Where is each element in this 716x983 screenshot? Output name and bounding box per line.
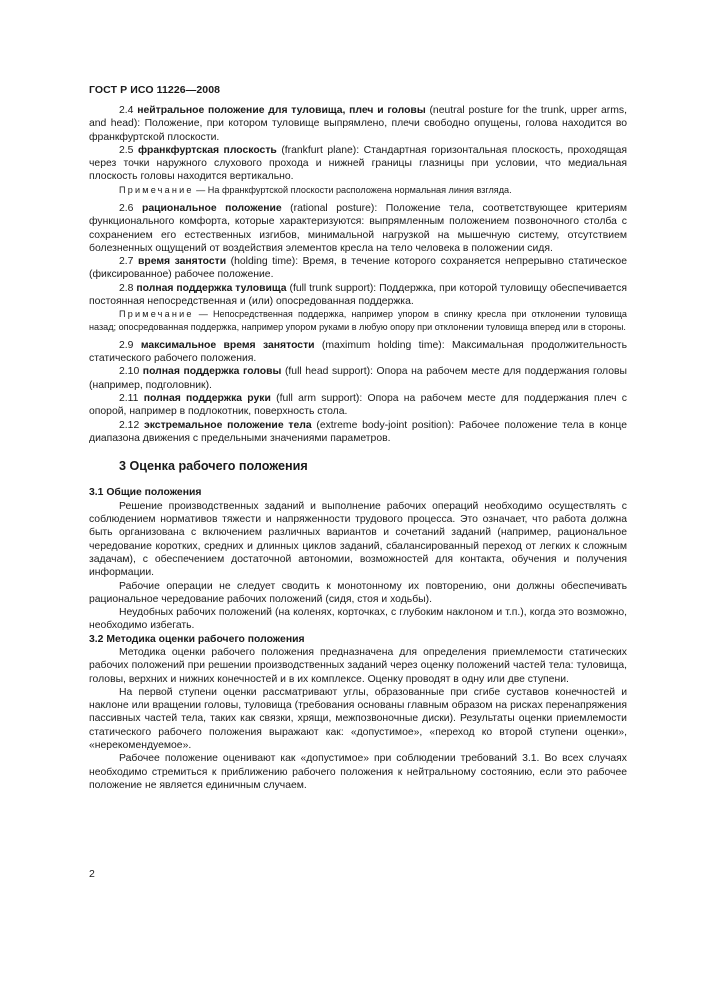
section-3-heading: 3 Оценка рабочего положения (119, 459, 308, 474)
document-body (89, 104, 627, 792)
term: полная поддержка головы (142, 366, 282, 378)
definition-2-8: 2.8 полная поддержка туловища (full trunk support): Поддержка, при которой туловищу обеспечивается постоянная непосредственная и (или) опосредованная поддержка. (89, 282, 627, 308)
document-header: ГОСТ Р ИСО 11226—2008 (89, 84, 221, 96)
term: рациональное положение (141, 202, 282, 214)
note-support: Примечание — Непосредственная поддержка, например упором в спинку кресла при отклонении туловища назад; опосредованная поддержка, например упором руками в любую опору при отклонении туловища вперед или в стороны. (89, 309, 627, 332)
page-number: 2 (89, 868, 95, 880)
subsection-3-2-heading: 3.2 Методика оценки рабочего положения (89, 633, 305, 645)
paragraph: Рабочее положение оценивают как «допустимое» при соблюдении требований 3.1. Во всех случаях необходимо стремиться к приближению рабочего положения к нейтральному состоянию, если это рабочее положение не является единичным случаем. (89, 753, 627, 791)
definition-2-5: 2.5 франкфуртская плоскость (frankfurt plane): Стандартная горизонтальная плоскость, проходящая через точки наружного слухового прохода и нижней границы глазницы при условии, что медиальная плоскость головы находится вертикально. (89, 144, 627, 183)
paragraph: Неудобных рабочих положений (на коленях, корточках, с глубоким наклоном и т.п.), когда это возможно, необходимо избегать. (89, 607, 627, 632)
note-frankfurt: Примечание — На франкфуртской плоскости расположена нормальная линия взгляда. (119, 184, 512, 195)
definition-2-11: 2.11 полная поддержка руки (full arm support): Опора на рабочем месте для поддержания плеч с опорой, например в подлокотник, поверхность стола. (89, 392, 627, 418)
term: нейтральное положение для туловища, плеч и головы (137, 105, 426, 116)
term: полная поддержка руки (143, 392, 271, 404)
definition-2-12: 2.12 экстремальное положение тела (extreme body-joint position): Рабочее положение тела в конце диапазона движения с предельными значениями параметров. (89, 419, 627, 444)
definition-2-7: 2.7 время занятости (holding time): Время, в течение которого сохраняется непрерывно статическое (фиксированное) рабочее положение. (89, 256, 627, 281)
definition-2-6: 2.6 рациональное положение (rational posture): Положение тела, соответствующее критериям функционального комфорта, которые характеризуются: выпрямленным положением позвоночного столба с сохранением его естественных изгибов, минимальной нагрузкой на мышечную систему, отсутствием болезненных ощущений от воздействия элементов кресла на тело человека в положении сидя. (89, 202, 627, 254)
term: максимальное время занятости (140, 339, 315, 351)
definition-2-4: 2.4 нейтральное положение для туловища, плеч и головы (neutral posture for the trunk, upper arms, and head): Положение, при котором туловище выпрямлено, плечи свободно опущены, голова находится во франкфуртской плоскости. (89, 105, 627, 143)
term: время занятости (137, 256, 227, 268)
paragraph: На первой ступени оценки рассматривают углы, образованные при сгибе суставов конечностей и наклоне или вращении головы, туловища (требования основаны главным образом на рисках перенапряжения пассивных частей тела, таких как связки, хрящи, межпозвоночные диски). Результаты оценки приемлемости статического рабочего положения выражают как: «допустимое», «переход ко второй ступени оценки», «нерекомендуемое». (89, 686, 627, 752)
term: экстремальное положение тела (143, 419, 312, 431)
subsection-3-1-heading: 3.1 Общие положения (89, 487, 202, 499)
term: полная поддержка туловища (136, 282, 287, 294)
paragraph: Методика оценки рабочего положения предназначена для определения приемлемости статических рабочих положений при решении производственных заданий через оценку положений частей тела: туловища, головы, верхних и нижних конечностей и в их комплексе. Оценку проводят в одну или две ступени. (89, 647, 627, 685)
paragraph: Решение производственных заданий и выполнение рабочих операций необходимо осуществлять с соблюдением нормативов тяжести и напряженности трудового процесса. Это означает, что работа должна быть организована с включением различных вариантов и сочетаний заданий (например, рациональное чередование коротких, средних и длинных циклов заданий, сбалансированный переход от легких к сложным задачам), с обеспечением достаточной автономии, возможностей для контакта, обучения и получения информации. (89, 500, 627, 579)
term: франкфуртская плоскость (137, 144, 277, 156)
paragraph: Рабочие операции не следует сводить к монотонному их повторению, они должны обеспечивать рациональное чередование рабочих положений (сидя, стоя и ходьбы). (89, 580, 627, 605)
definition-2-10: 2.10 полная поддержка головы (full head support): Опора на рабочем месте для поддержания головы (например, подголовник). (89, 366, 628, 391)
definition-2-9: 2.9 максимальное время занятости (maximum holding time): Максимальная продолжительность статического рабочего положения. (89, 339, 627, 365)
